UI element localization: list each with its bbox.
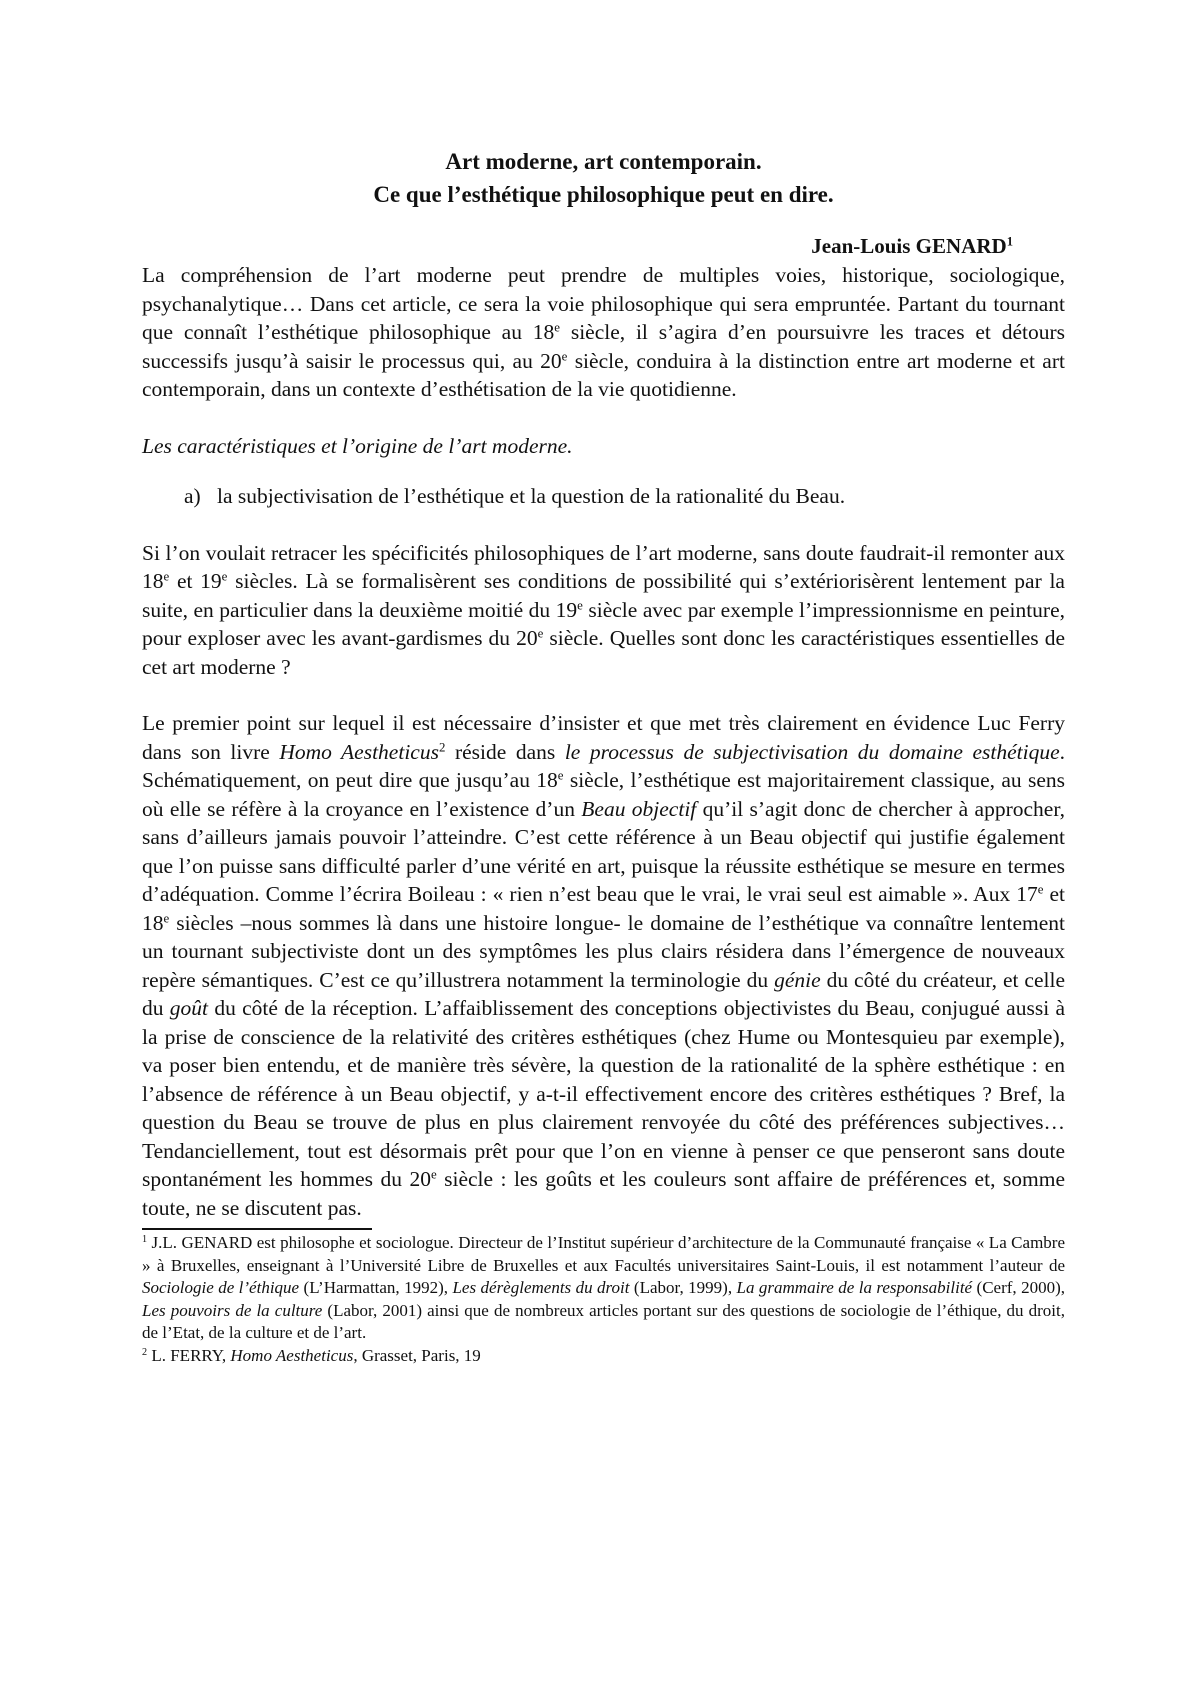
p3-text: siècle : les goûts et les couleurs sont affaire de préférences et, somme toute, ne se discutent pas. — [142, 1167, 1066, 1220]
p2-sup: e — [577, 597, 583, 612]
fn1-text: (L’Harmattan, 1992), — [299, 1278, 453, 1297]
intro-text-3: siècle, conduira à la distinction entre art moderne et art contemporain, dans un contexte d’esthétisation de la vie quotidienne. — [142, 348, 1065, 401]
fn1-book-title: Sociologie de l’éthique — [142, 1278, 300, 1297]
fn1-book-title: La grammaire de la responsabilité — [736, 1278, 973, 1297]
document-title — [142, 145, 1065, 211]
p3-sup: e — [1037, 882, 1044, 897]
p2-text: siècles. Là se formalisèrent ses conditions de possibilité qui s’extériorisèrent lentement par la suite, en particulier dans la deuxième moitié du 19 — [142, 569, 1065, 622]
p3-sup: e — [557, 768, 564, 783]
author-name: Jean-Louis GENARD — [811, 234, 1007, 258]
p2-sup: e — [537, 626, 544, 641]
p3-sup: e — [430, 1167, 437, 1182]
author-footnote-ref[interactable]: 1 — [1006, 234, 1013, 249]
p3-text: réside dans — [445, 739, 565, 764]
footnote-1-number: 1 — [142, 1233, 148, 1245]
p3-emphasis: Beau objectif — [581, 796, 697, 821]
p3-book-title: Homo Aestheticus — [279, 739, 439, 764]
p3-emphasis: génie — [774, 967, 821, 992]
p3-footnote-ref[interactable]: 2 — [438, 739, 446, 754]
intro-sup-2: e — [561, 348, 568, 363]
intro-text-1: La compréhension de l’art moderne peut prendre de multiples voies, historique, sociologique, psychanalytique… Dans cet article, ce sera la voie philosophique qui sera empruntée. Partant du tournant que connaît l’esthétique philosophique au 18 — [142, 263, 1065, 344]
p2-text: siècle avec par exemple l’impressionnisme en peinture, pour exploser avec les avant-gardismes du 20 — [142, 597, 1065, 650]
p3-text: Le premier point sur lequel il est nécessaire d’insister et que met très clairement en évidence Luc Ferry dans son livre — [142, 711, 1065, 764]
intro-paragraph — [142, 261, 1065, 404]
p3-text: siècle, l’esthétique est majoritairement classique, au sens où elle se réfère à la croyance en l’existence d’un — [142, 768, 1065, 821]
fn1-text: (Labor, 1999), — [629, 1278, 737, 1297]
p3-sup: e — [163, 910, 170, 925]
title-line-1: Art moderne, art contemporain. — [445, 149, 762, 174]
p2-sup: e — [163, 569, 170, 584]
p3-text: du côté de la réception. L’affaiblissement des conceptions objectivistes du Beau, conjugué aussi à la prise de conscience de la relativité des critères esthétiques (chez Hume ou Montesquieu par exemple), va poser bien entendu, et de manière très sévère, la question de la rationalité de la sphère esthétique : en l’absence de référence à un Beau objectif, y a-t-il effectivement encore des critères esthétiques ? Bref, la question du Beau se trouve de plus en plus clairement renvoyée du côté des préférences subjectives… Tendanciellement, tout est désormais prêt pour que l’on en vienne à penser ce que penseront sans doute spontanément les hommes du 20 — [142, 996, 1066, 1191]
intro-sup-1: e — [554, 320, 561, 335]
fn1-text: J.L. GENARD est philosophe et sociologue. Directeur de l’Institut supérieur d’architecture de la Communauté française « La Cambre » à Bruxelles, enseignant à l’Université Libre de Bruxelles et aux Facultés universitaires Saint-Louis, il est notamment l’auteur de — [142, 1233, 1065, 1275]
fn1-text: (Cerf, 2000), — [972, 1278, 1066, 1297]
p2-text: Si l’on voulait retracer les spécificités philosophiques de l’art moderne, sans doute faudrait-il remonter aux 18 — [142, 540, 1065, 593]
footnote-1 — [142, 1232, 1065, 1345]
fn2-book-title: Homo Aestheticus — [230, 1345, 354, 1365]
p3-text: . Schématiquement, on peut dire que jusqu’au 18 — [142, 739, 1065, 792]
title-line-2: Ce que l’esthétique philosophique peut en dire. — [373, 182, 834, 207]
p3-text: et 18 — [142, 882, 1065, 935]
p3-text: du côté du créateur, et celle du — [142, 967, 1065, 1020]
p3-text: siècles –nous sommes là dans une histoire longue- le domaine de l’esthétique va connaître lentement un tournant subjectiviste dont un des symptômes les plus clairs résidera dans l’émergence de nouveaux repère sémantiques. C’est ce qu’illustrera notamment la terminologie du — [142, 910, 1065, 992]
p2-text: siècle. Quelles sont donc les caractéristiques essentielles de cet art moderne ? — [142, 626, 1065, 679]
subsection-title: la subjectivisation de l’esthétique et la question de la rationalité du Beau. — [217, 484, 846, 508]
p3-text: qu’il s’agit donc de chercher à approcher, sans d’ailleurs jamais pouvoir l’atteindre. C’est cette référence à un Beau objectif qui justifie également que l’on puisse sans difficulté parler d’une vérité en art, puisque la réussite esthétique se mesure en termes d’adéquation. Comme l’écrira Boileau : « rien n’est beau que le vrai, le vrai seul est aimable ». Aux 17 — [142, 796, 1066, 906]
footnotes — [142, 1232, 1065, 1367]
footnote-2-number: 2 — [142, 1346, 148, 1358]
p2-sup: e — [221, 569, 228, 584]
section-heading: Les caractéristiques et l’origine de l’art moderne. — [142, 433, 573, 458]
fn1-book-title: Les pouvoirs de la culture — [142, 1300, 323, 1320]
subsection-heading — [184, 482, 1065, 511]
p2-text: et 19 — [169, 569, 222, 593]
fn1-book-title: Les dérèglements du droit — [452, 1278, 630, 1297]
fn1-text: (Labor, 2001) ainsi que de nombreux articles portant sur des questions de sociologie de l’éthique, du droit, de l’Etat, de la culture et de l’art. — [142, 1300, 1065, 1342]
paragraph-3 — [142, 709, 1065, 1222]
p3-emphasis: le processus de subjectivisation du domaine esthétique — [564, 739, 1060, 764]
footnote-separator — [142, 1228, 372, 1230]
fn2-text: L. FERRY, — [147, 1345, 231, 1365]
author-line — [142, 231, 1013, 261]
footnote-2 — [142, 1345, 1065, 1368]
paragraph-2 — [142, 539, 1065, 682]
subsection-marker: a) — [184, 484, 201, 508]
p3-emphasis: goût — [169, 996, 209, 1020]
fn2-text: , Grasset, Paris, 19 — [353, 1345, 481, 1365]
intro-text-2: siècle, il s’agira d’en poursuivre les traces et détours successifs jusqu’à saisir le processus qui, au 20 — [142, 320, 1066, 373]
